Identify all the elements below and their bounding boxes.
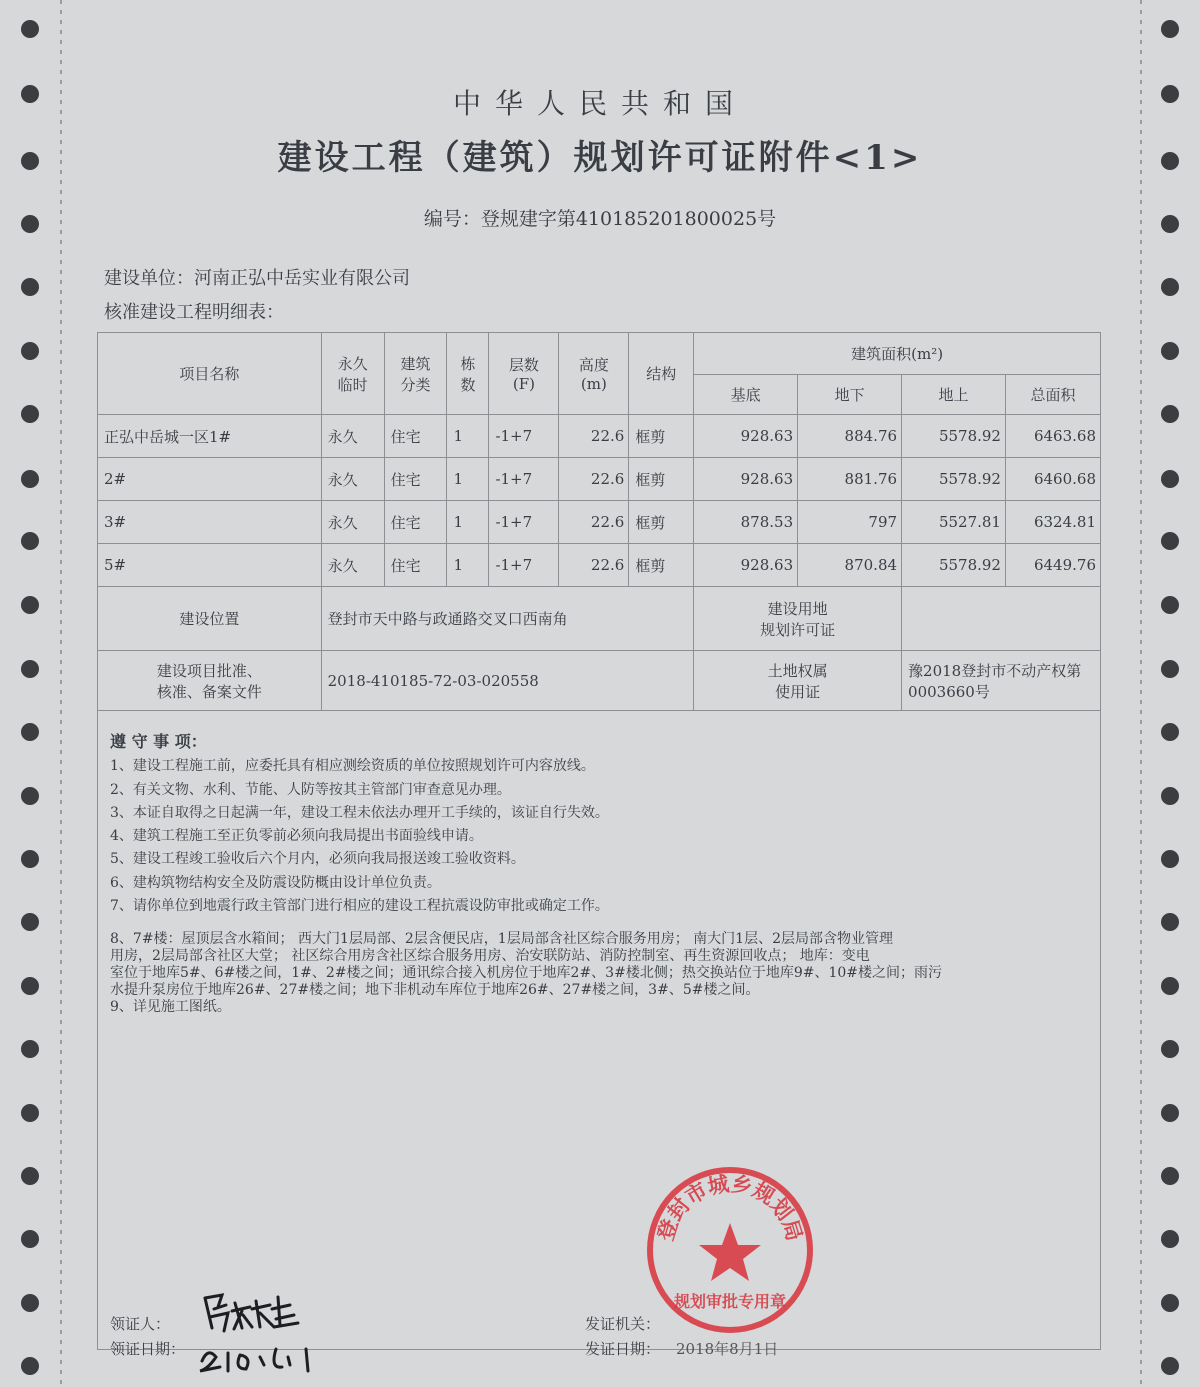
notes-title: 遵 守 事 项：	[110, 732, 207, 751]
tractor-hole	[21, 1104, 39, 1122]
header-floors: 层数 (F)	[489, 333, 559, 415]
svg-text:规划审批专用章: 规划审批专用章	[673, 1292, 787, 1311]
document-title: 建设工程（建筑）规划许可证附件<1>	[277, 138, 923, 178]
tractor-hole	[21, 470, 39, 488]
tractor-hole	[1161, 1040, 1179, 1058]
header-base: 基底	[694, 375, 798, 415]
tractor-hole	[21, 1357, 39, 1375]
table-caption: 核准建设工程明细表：	[104, 302, 284, 323]
receive-date-label: 领证日期：	[110, 1340, 186, 1358]
note-item: 2、有关文物、水利、节能、人防等按其主管部门审查意见办理。	[110, 781, 511, 798]
approval-label: 建设项目批准、 核准、备案文件	[98, 651, 322, 711]
note-item-8: 8、7#楼：屋顶层含水箱间； 西大门1层局部、2层含便民店，1层局部含社区综合服务用房； 南大门1层、2层局部含物业管理 用房，2层局部含社区大堂； 社区综合用房含社区综合服务用房、治安联防站、消防控制室、再生资源回收点； 地库：变电 室位于地库5#、6#楼之间，1#、2#楼之间；通讯综合接入机房位于地库2#、3#楼北侧；热交换站位于地库9#、10#楼之间；雨污 水提升泵房位于地库26#、27#楼之间；地下非机动车库位于地库26#、27#楼之间，3#、5#楼之间。 9、详见施工图纸。	[110, 931, 943, 1015]
tractor-hole	[21, 723, 39, 741]
land-permit-label: 建设用地 规划许可证	[694, 587, 902, 651]
tractor-hole	[21, 660, 39, 678]
project-table	[97, 332, 1101, 711]
table-row: 正弘中岳城一区1# 永久 住宅 1 -1+7 22.6 框剪 928.63 884.76 5578.92 6463.68	[98, 415, 1101, 458]
tractor-hole	[21, 1294, 39, 1312]
tractor-hole	[21, 1230, 39, 1248]
note-item: 3、本证自取得之日起满一年，建设工程未依法办理开工手续的，该证自行失效。	[110, 804, 609, 821]
header-name: 项目名称	[98, 333, 322, 415]
header-perm: 永久 临时	[321, 333, 384, 415]
tractor-hole	[21, 913, 39, 931]
tractor-hole	[1161, 913, 1179, 931]
table-row: 2# 永久 住宅 1 -1+7 22.6 框剪 928.63 881.76 5578.92 6460.68	[98, 458, 1101, 501]
official-seal	[645, 1165, 815, 1335]
receiver-label: 领证人：	[110, 1315, 171, 1333]
tractor-hole	[21, 977, 39, 995]
tractor-hole	[1161, 787, 1179, 805]
tractor-hole	[1161, 660, 1179, 678]
tractor-hole	[1161, 1167, 1179, 1185]
note-item: 4、建筑工程施工至正负零前必须向我局提出书面验线申请。	[110, 828, 483, 845]
tractor-hole	[21, 1040, 39, 1058]
table-row: 5# 永久 住宅 1 -1+7 22.6 框剪 928.63 870.84 5578.92 6449.76	[98, 544, 1101, 587]
tractor-hole	[1161, 405, 1179, 423]
header-height: 高度 (m)	[559, 333, 629, 415]
note-item: 1、建设工程施工前，应委托具有相应测绘资质的单位按照规划许可内容放线。	[110, 758, 595, 775]
document-country: 中华人民共和国	[452, 87, 747, 120]
notes-section	[110, 730, 1095, 918]
note-item: 6、建构筑物结构安全及防震设防概由设计单位负责。	[110, 874, 441, 891]
tractor-hole	[21, 278, 39, 296]
construction-unit: 建设单位：河南正弘中岳实业有限公司	[104, 268, 410, 289]
note-item: 5、建设工程竣工验收后六个月内，必须向我局报送竣工验收资料。	[110, 851, 525, 868]
tractor-hole	[1161, 596, 1179, 614]
tractor-hole	[21, 596, 39, 614]
header-total: 总面积	[1005, 375, 1100, 415]
header-count: 栋 数	[447, 333, 489, 415]
tractor-hole	[1161, 723, 1179, 741]
handwritten-signature	[190, 1283, 350, 1378]
tractor-hole	[1161, 532, 1179, 550]
header-area: 建筑面积(m²)	[694, 333, 1101, 375]
header-under: 地下	[798, 375, 902, 415]
header-type: 建筑 分类	[384, 333, 447, 415]
issue-date-label: 发证日期：	[585, 1340, 661, 1358]
svg-text:登封市城乡规划局: 登封市城乡规划局	[653, 1171, 807, 1244]
document-number: 编号：登规建字第410185201800025号	[423, 208, 777, 230]
approval-value: 2018-410185-72-03-020558	[321, 651, 694, 711]
land-cert-value: 豫2018登封市不动产权第 0003660号	[902, 651, 1101, 711]
tractor-hole	[1161, 20, 1179, 38]
tractor-hole	[1161, 470, 1179, 488]
tractor-hole	[1161, 342, 1179, 360]
issue-date-value: 2018年8月1日	[676, 1340, 779, 1358]
tractor-hole	[21, 342, 39, 360]
tractor-hole	[1161, 850, 1179, 868]
land-permit-value	[902, 587, 1101, 651]
tractor-hole	[1161, 1294, 1179, 1312]
tractor-hole	[1161, 278, 1179, 296]
header-above: 地上	[902, 375, 1006, 415]
issuer-label: 发证机关：	[585, 1315, 661, 1333]
tractor-hole	[21, 405, 39, 423]
location-label: 建设位置	[98, 587, 322, 651]
tractor-hole	[21, 20, 39, 38]
tractor-hole	[21, 850, 39, 868]
note-item: 7、请你单位到地震行政主管部门进行相应的建设工程抗震设防审批或确定工作。	[110, 898, 609, 915]
header-structure: 结构	[629, 333, 694, 415]
location-value: 登封市天中路与政通路交叉口西南角	[321, 587, 694, 651]
tractor-hole	[1161, 1357, 1179, 1375]
table-row: 3# 永久 住宅 1 -1+7 22.6 框剪 878.53 797 5527.81 6324.81	[98, 501, 1101, 544]
tractor-hole	[21, 787, 39, 805]
land-cert-label: 土地权属 使用证	[694, 651, 902, 711]
tractor-hole	[21, 1167, 39, 1185]
tractor-hole	[21, 532, 39, 550]
tractor-hole	[1161, 1230, 1179, 1248]
tractor-hole	[1161, 1104, 1179, 1122]
tractor-hole	[1161, 977, 1179, 995]
